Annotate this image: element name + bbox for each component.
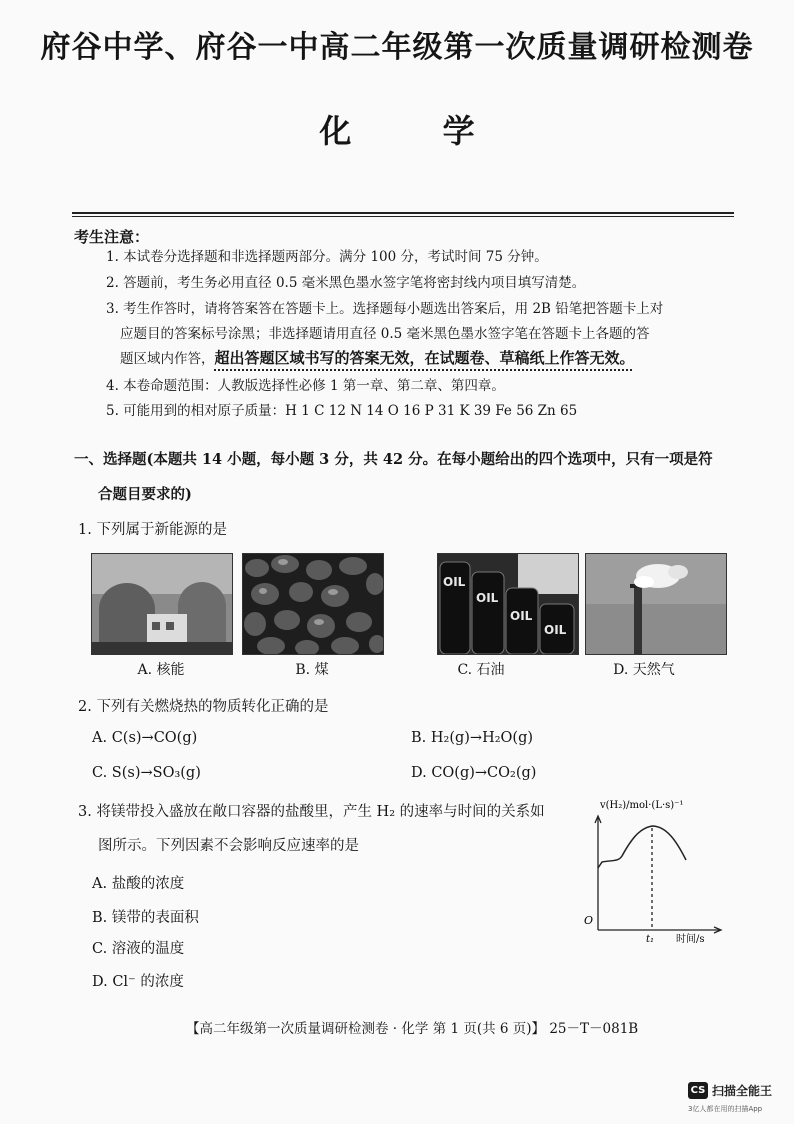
graph-t1-label: t₁ [646,934,655,945]
q1-option-c: C. 石油 [457,662,505,678]
subject-title: 化 学 [319,112,515,150]
question-3-stem-line-1: 3. 将镁带投入盛放在敞口容器的盐酸里，产生 H₂ 的速率与时间的关系如 [78,804,545,820]
nuclear-plant-image [91,553,233,655]
exam-title: 府谷中学、府谷一中高二年级第一次质量调研检测卷 [40,30,754,65]
notice-item-3-line-2: 应题目的答案标号涂黑；非选择题请用直径 0.5 毫米黑色墨水签字笔在答题卡上各题的答 [120,326,650,342]
camscanner-name: 扫描全能王 [712,1084,773,1098]
notice-item-3-prefix: 题区域内作答， [120,351,215,367]
question-3-stem-line-2: 图所示。下列因素不会影响反应速率的是 [98,838,359,854]
notice-heading: 考生注意： [74,228,150,246]
camscanner-logo: CS [688,1082,708,1099]
q2-option-b: B. H₂(g)→H₂O(g) [411,730,534,746]
notice-item-1: 1. 本试卷分选择题和非选择题两部分。满分 100 分，考试时间 75 分钟。 [106,249,548,265]
rate-time-graph [578,790,738,950]
q3-option-a: A. 盐酸的浓度 [92,876,185,892]
notice-item-3-line-1: 3. 考生作答时，请将答案答在答题卡上。选择题每小题选出答案后，用 2B 铅笔把答题卡上对 [106,301,664,317]
oil-label-1: OIL [443,575,466,589]
q1-option-b: B. 煤 [295,662,329,678]
header-divider [72,212,734,214]
q3-option-d: D. Cl⁻ 的浓度 [92,974,184,990]
oil-label-4: OIL [544,623,567,637]
notice-emphasis: 超出答题区域书写的答案无效，在试题卷、草稿纸上作答无效。 [214,349,635,367]
section-1-heading: 一、选择题(本题共 14 小题，每小题 3 分，共 42 分。在每小题给出的四个选项中，只有一项是符 [74,451,713,468]
q1-option-d: D. 天然气 [613,662,675,678]
rate-curve [598,826,686,868]
q2-option-c: C. S(s)→SO₃(g) [92,765,201,781]
question-2-stem: 2. 下列有关燃烧热的物质转化正确的是 [78,699,329,715]
notice-item-5: 5. 可能用到的相对原子质量：H 1 C 12 N 14 O 16 P 31 K 39 Fe 56 Zn 65 [106,403,578,419]
page-footer: 【高二年级第一次质量调研检测卷 · 化学 第 1 页(共 6 页)】 25－T－081B [186,1021,639,1037]
coal-image [242,553,384,655]
question-1-stem: 1. 下列属于新能源的是 [78,522,227,538]
notice-item-2: 2. 答题前，考生务必用直径 0.5 毫米黑色墨水签字笔将密封线内项目填写清楚。 [106,275,586,291]
q3-option-c: C. 溶液的温度 [92,941,185,957]
section-1-heading-cont: 合题目要求的) [98,486,192,503]
q2-option-d: D. CO(g)→CO₂(g) [411,765,537,781]
oil-label-3: OIL [510,609,533,623]
graph-x-label: 时间/s [676,934,705,945]
graph-origin: O [584,914,594,927]
oil-barrels-image [437,553,579,655]
camscanner-tagline: 3亿人都在用的扫描App [688,1105,763,1113]
oil-label-2: OIL [476,591,499,605]
header-divider-thin [72,216,734,217]
natural-gas-flare-image [585,553,727,655]
q1-option-a: A. 核能 [137,662,185,678]
q2-option-a: A. C(s)→CO(g) [92,730,198,746]
q3-option-b: B. 镁带的表面积 [92,910,199,926]
notice-item-3-line-3 [120,348,635,369]
notice-item-4: 4. 本卷命题范围：人教版选择性必修 1 第一章、第二章、第四章。 [106,378,505,394]
graph-y-label: v(H₂)/mol·(L·s)⁻¹ [600,800,684,811]
